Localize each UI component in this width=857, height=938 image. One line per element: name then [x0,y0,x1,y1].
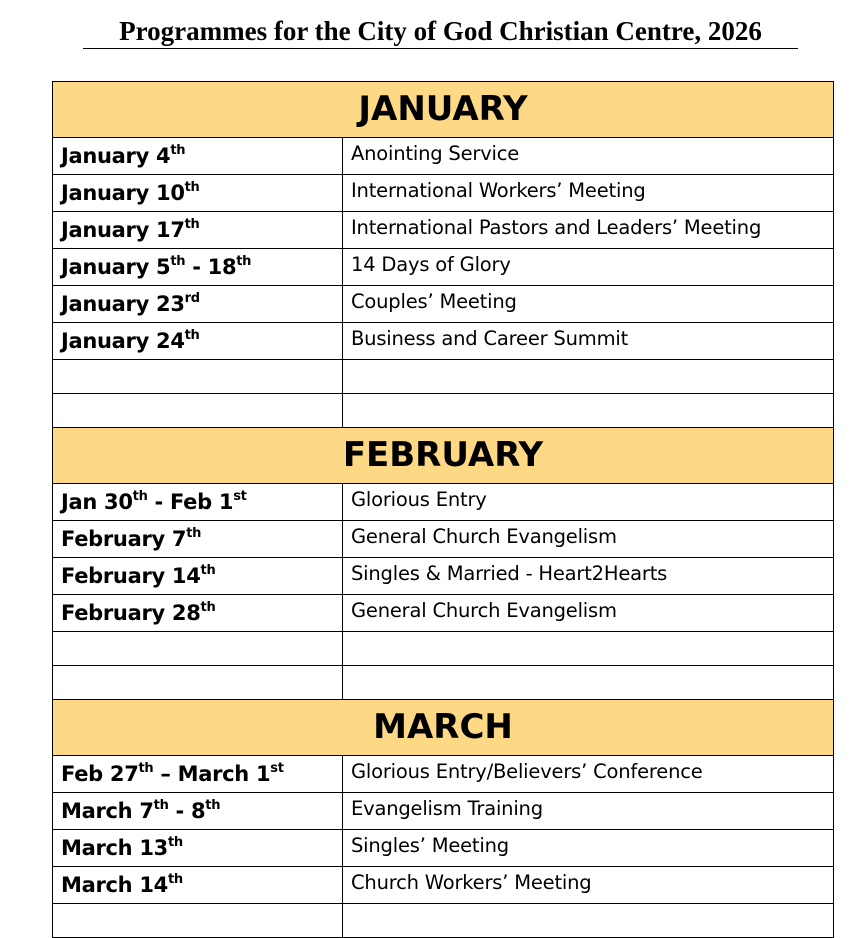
programme-row [53,793,834,830]
document-title: Programmes for the City of God Christian Centre, 2026 [83,14,798,49]
programme-event: Anointing Service [343,138,834,175]
month-heading: FEBRUARY [53,428,834,484]
date-text: March 13 [61,836,168,860]
empty-row [53,394,834,428]
programme-date [53,212,343,249]
programme-date [53,286,343,323]
date-ordinal-suffix: st [270,761,284,776]
date-text: January 23 [61,292,185,316]
programme-event: Business and Career Summit [343,323,834,360]
date-ordinal-suffix: th [132,489,148,504]
programme-date [53,632,343,666]
programme-row [53,175,834,212]
date-ordinal-suffix: th [153,798,169,813]
date-ordinal-suffix: th [200,600,216,615]
programme-row [53,138,834,175]
programme-date [53,484,343,521]
date-text: – March 1 [153,762,271,786]
programme-event: Singles’ Meeting [343,830,834,867]
programme-date [53,756,343,793]
programme-date [53,323,343,360]
date-ordinal-suffix: th [236,254,252,269]
date-ordinal-suffix: th [170,143,186,158]
date-ordinal-suffix: th [184,328,200,343]
date-text: Feb 27 [61,762,139,786]
month-header-row [53,82,834,138]
programme-event [343,632,834,666]
programme-row [53,249,834,286]
programme-date [53,175,343,212]
date-ordinal-suffix: th [184,180,200,195]
programme-date [53,793,343,830]
date-text: February 14 [61,564,201,588]
date-ordinal-suffix: th [200,563,216,578]
empty-row [53,360,834,394]
programme-date [53,394,343,428]
programme-date [53,360,343,394]
programme-date [53,666,343,700]
programme-row [53,558,834,595]
programme-row [53,521,834,558]
programme-row [53,867,834,904]
programme-event: Singles & Married - Heart2Hearts [343,558,834,595]
programme-event [343,904,834,938]
programme-event: Evangelism Training [343,793,834,830]
date-ordinal-suffix: th [205,798,221,813]
schedule-body [53,82,834,938]
programme-date [53,904,343,938]
month-header-row [53,700,834,756]
date-text: January 10 [61,181,185,205]
date-text: February 7 [61,527,187,551]
empty-row [53,632,834,666]
month-heading: MARCH [53,700,834,756]
date-text: January 4 [61,144,171,168]
month-heading: JANUARY [53,82,834,138]
programme-row [53,286,834,323]
month-header-row [53,428,834,484]
date-ordinal-suffix: th [167,835,183,850]
date-ordinal-suffix: st [233,489,247,504]
date-text: February 28 [61,601,201,625]
empty-row [53,904,834,938]
programme-event: General Church Evangelism [343,595,834,632]
programme-row [53,484,834,521]
programme-date [53,595,343,632]
date-ordinal-suffix: th [184,217,200,232]
programme-event [343,394,834,428]
programme-schedule-table [52,81,834,938]
date-text: January 24 [61,329,185,353]
programme-event: International Workers’ Meeting [343,175,834,212]
date-text: March 14 [61,873,168,897]
programme-date [53,138,343,175]
date-ordinal-suffix: th [186,526,202,541]
programme-event: Glorious Entry/Believers’ Conference [343,756,834,793]
date-text: Jan 30 [61,490,133,514]
programme-event [343,666,834,700]
date-text: - 8 [168,799,206,823]
programme-event: International Pastors and Leaders’ Meeting [343,212,834,249]
programme-row [53,830,834,867]
programme-row [53,212,834,249]
programme-row [53,323,834,360]
programme-date [53,521,343,558]
date-ordinal-suffix: th [138,761,154,776]
date-ordinal-suffix: rd [184,291,200,306]
programme-date [53,558,343,595]
date-ordinal-suffix: th [170,254,186,269]
programme-date [53,830,343,867]
programme-date [53,249,343,286]
programme-event: General Church Evangelism [343,521,834,558]
programme-event: Couples’ Meeting [343,286,834,323]
date-ordinal-suffix: th [167,872,183,887]
programme-row [53,756,834,793]
date-text: January 5 [61,255,171,279]
programme-row [53,595,834,632]
date-text: January 17 [61,218,185,242]
empty-row [53,666,834,700]
programme-event: Glorious Entry [343,484,834,521]
programme-event: Church Workers’ Meeting [343,867,834,904]
programme-event: 14 Days of Glory [343,249,834,286]
programme-event [343,360,834,394]
programme-date [53,867,343,904]
date-text: - 18 [185,255,237,279]
date-text: March 7 [61,799,154,823]
date-text: - Feb 1 [147,490,234,514]
